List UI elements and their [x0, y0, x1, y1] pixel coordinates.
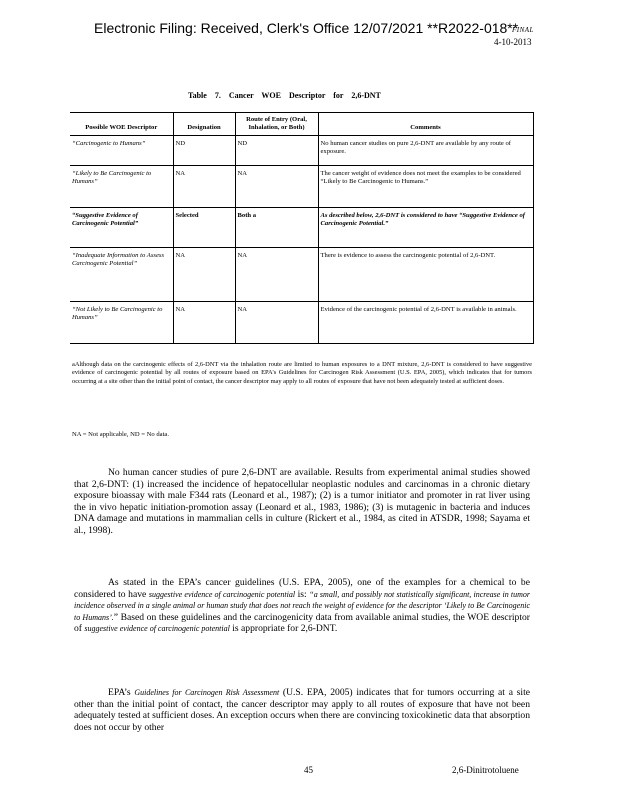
document-date: 4-10-2013 [494, 37, 532, 47]
cell-route: NA [235, 301, 318, 343]
cell-comments: Evidence of the carcinogenic potential of 2,6-DNT is available in animals. [318, 301, 533, 343]
table-row-selected [70, 207, 533, 247]
table-row [70, 247, 533, 301]
cell-designation: ND [173, 135, 235, 165]
p2-italic-3: suggestive evidence of carcinogenic potential [84, 624, 230, 634]
cell-route: NA [235, 165, 318, 207]
table-row [70, 301, 533, 343]
cell-route: NA [235, 247, 318, 301]
body-paragraph-1: No human cancer studies of pure 2,6-DNT are available. Results from experimental animal studies showed that 2,6-DNT: (1) increased the incidence of hepatocellular neoplastic nodules and carcinomas in a chronic dietary exposure bioassay with male F344 rats (Leonard et al., 1987); (2) is a tumor initiator and promoter in rat liver using the in vivo hepatic initiation-promotion assay (Leonard et al., 1983, 1986); (3) is mutagenic in bacteria and induces DNA damage and mutations in mammalian cells in culture (Rickert et al., 1984, as cited in ATSDR, 1998; Sayama et al., 1998). [74, 467, 530, 536]
filing-stamp: Electronic Filing: Received, Clerk's Office 12/07/2021 **R2022-018** [94, 20, 519, 36]
cell-descriptor: “Suggestive Evidence of Carcinogenic Potential” [70, 207, 173, 247]
body-paragraph-3 [74, 687, 530, 733]
col-header-descriptor: Possible WOE Descriptor [70, 113, 173, 136]
cell-comments: No human cancer studies on pure 2,6-DNT are available by any route of exposure. [318, 135, 533, 165]
cell-designation: NA [173, 301, 235, 343]
cell-comments: The cancer weight of evidence does not meet the examples to be considered “Likely to Be Carcinogenic to Humans.” [318, 165, 533, 207]
cell-descriptor: “Not Likely to Be Carcinogenic to Humans” [70, 301, 173, 343]
cell-descriptor: “Likely to Be Carcinogenic to Humans” [70, 165, 173, 207]
p2-mid: is: [295, 588, 310, 600]
col-header-designation: Designation [173, 113, 235, 136]
cell-designation: NA [173, 165, 235, 207]
cell-route: ND [235, 135, 318, 165]
table-header-row [70, 113, 533, 136]
cell-designation: NA [173, 247, 235, 301]
chemical-name: 2,6-Dinitrotoluene [452, 765, 519, 775]
table-caption: Table 7. Cancer WOE Descriptor for 2,6-DNT [188, 91, 381, 100]
p3-lead: EPA’s [108, 687, 135, 698]
cell-comments: There is evidence to assess the carcinogenic potential of 2,6-DNT. [318, 247, 533, 301]
cell-comments: As described below, 2,6-DNT is considered to have “Suggestive Evidence of Carcinogenic Potential.” [318, 207, 533, 247]
cell-descriptor: “Inadequate Information to Assess Carcinogenic Potential” [70, 247, 173, 301]
col-header-comments: Comments [318, 113, 533, 136]
p2-lead: As stated in the EPA’s cancer guidelines (U.S. EPA, 2005), one of the examples for a chemical to be considered to have [74, 577, 530, 600]
p2-italic-1: suggestive evidence of carcinogenic potential [148, 589, 296, 599]
cell-descriptor: “Carcinogenic to Humans” [70, 135, 173, 165]
table-row [70, 135, 533, 165]
woe-table [70, 112, 534, 344]
cell-route: Both a [235, 207, 318, 247]
table-abbreviations: NA = Not applicable, ND = No data. [72, 431, 169, 438]
table-footnote: aAlthough data on the carcinogenic effects of 2,6-DNT via the inhalation route are limited to human exposures to a DNT mixture, 2,6-DNT is considered to have suggestive evidence of carcinogenic potential by all routes of exposure based on EPA's Guidelines for Carcinogen Risk Assessment (U.S. EPA, 2005), which indicates that for tumors occurring at a site other than the initial point of contact, the cancer descriptor may apply to all routes of exposure that have not been adequately tested at sufficient doses. [72, 361, 532, 385]
table-row [70, 165, 533, 207]
p2-italic-2: “a small, and possibly not statistically significant, increase in tumor incidence observed in a single animal or human study that does not reach the weight of evidence for the descriptor ‘Likely to Be Carcinogenic to Humans’. [74, 589, 530, 622]
body-paragraph-2 [74, 577, 530, 635]
page-number: 45 [304, 765, 313, 775]
p3-italic: Guidelines for Carcinogen Risk Assessment [134, 688, 280, 697]
p2-tail: ” Based on these guidelines and the carcinogenicity data from available animal studies, the WOE descriptor of [74, 611, 531, 635]
cell-designation: Selected [173, 207, 235, 247]
p3-rest: (U.S. EPA, 2005) indicates that for tumors occurring at a site other than the initial point of contact, the cancer descriptor may apply to all routes of exposure that have not been adequately tested at sufficient doses. An exception occurs when there are convincing toxicokinetic data that absorption does not occur by other [74, 687, 531, 733]
col-header-route: Route of Entry (Oral, Inhalation, or Both) [235, 113, 318, 136]
p2-end: is appropriate for 2,6-DNT. [229, 623, 338, 635]
final-mark: FINAL [512, 26, 534, 34]
